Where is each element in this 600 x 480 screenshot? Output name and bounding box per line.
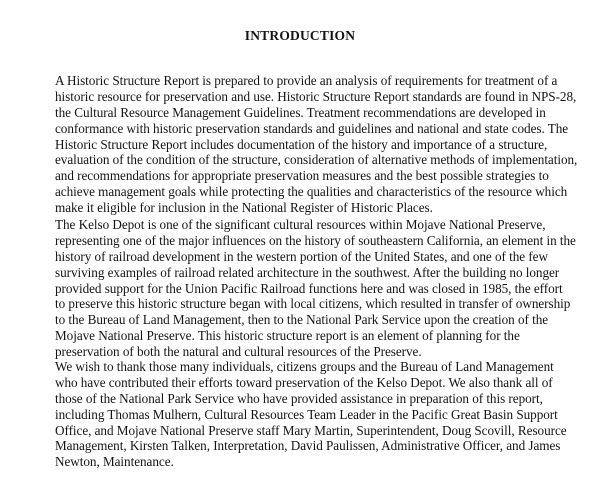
text-line: to the Bureau of Land Management, then to the National Park Service upon the creation of the [55, 312, 549, 328]
text-line: Historic Structure Report includes documentation of the history and importance of a structure, [55, 136, 548, 152]
text-line: the Cultural Resource Management Guidelines. Treatment recommendations are developed in [55, 104, 546, 120]
text-line: Mojave National Preserve. This historic structure report is an element of planning for the [55, 328, 520, 344]
text-line: evaluation of the condition of the structure, consideration of alternative methods of implementation, [55, 152, 578, 168]
text-line: Office, and Mojave National Preserve staff Mary Martin, Superintendent, Doug Scovill, Resource [55, 422, 567, 438]
text-line: representing one of the major influences on the history of southeastern California, an element in the [55, 232, 576, 248]
page-title: INTRODUCTION [244, 28, 356, 43]
text-line: and recommendations for appropriate preservation measures and the best possible strategies to [55, 168, 549, 184]
text-line: Newton, Maintenance. [55, 454, 174, 470]
text-line: preservation of both the natural and cultural resources of the Preserve. [55, 344, 422, 360]
text-line: achieve management goals while protecting the qualities and characteristics of the resource which [55, 184, 568, 200]
text-line: historic resource for preservation and use. Historic Structure Report standards are found in NPS-28, [55, 88, 577, 104]
text-line: history of railroad development in the western portion of the United States, and one of the few [55, 248, 548, 264]
paragraph-acknowledgements [55, 359, 567, 470]
text-line: surviving examples of railroad related architecture in the southwest. After the building no longer [55, 264, 560, 280]
text-line: who have contributed their efforts toward preservation of the Kelso Depot. We also thank all of [55, 374, 553, 390]
text-line: those of the National Park Service who have provided assistance in preparation of this report, [55, 390, 543, 406]
text-line: provided support for the Union Pacific Railroad functions here and was closed in 1985, the effort [55, 280, 563, 296]
text-line: Management, Kirsten Talken, Interpretation, David Paulissen, Administrative Officer, and James [55, 438, 561, 454]
paragraph-purpose [55, 73, 577, 216]
text-line: conformance with historic preservation standards and guidelines and national and state codes. The [55, 120, 569, 136]
text-line: A Historic Structure Report is prepared to provide an analysis of requirements for treatment of a [55, 73, 558, 88]
text-line: including Thomas Mulhern, Cultural Resources Team Leader in the Pacific Great Basin Support [55, 406, 558, 422]
text-line: We wish to thank those many individuals, citizens groups and the Bureau of Land Management [55, 359, 554, 374]
text-line: make it eligible for inclusion in the National Register of Historic Places. [55, 200, 433, 216]
text-line: to preserve this historic structure began with local citizens, which resulted in transfer of ownership [55, 296, 571, 312]
paragraph-kelso-depot [55, 217, 576, 360]
text-line: The Kelso Depot is one of the significant cultural resources within Mojave National Preserve, [55, 217, 546, 232]
